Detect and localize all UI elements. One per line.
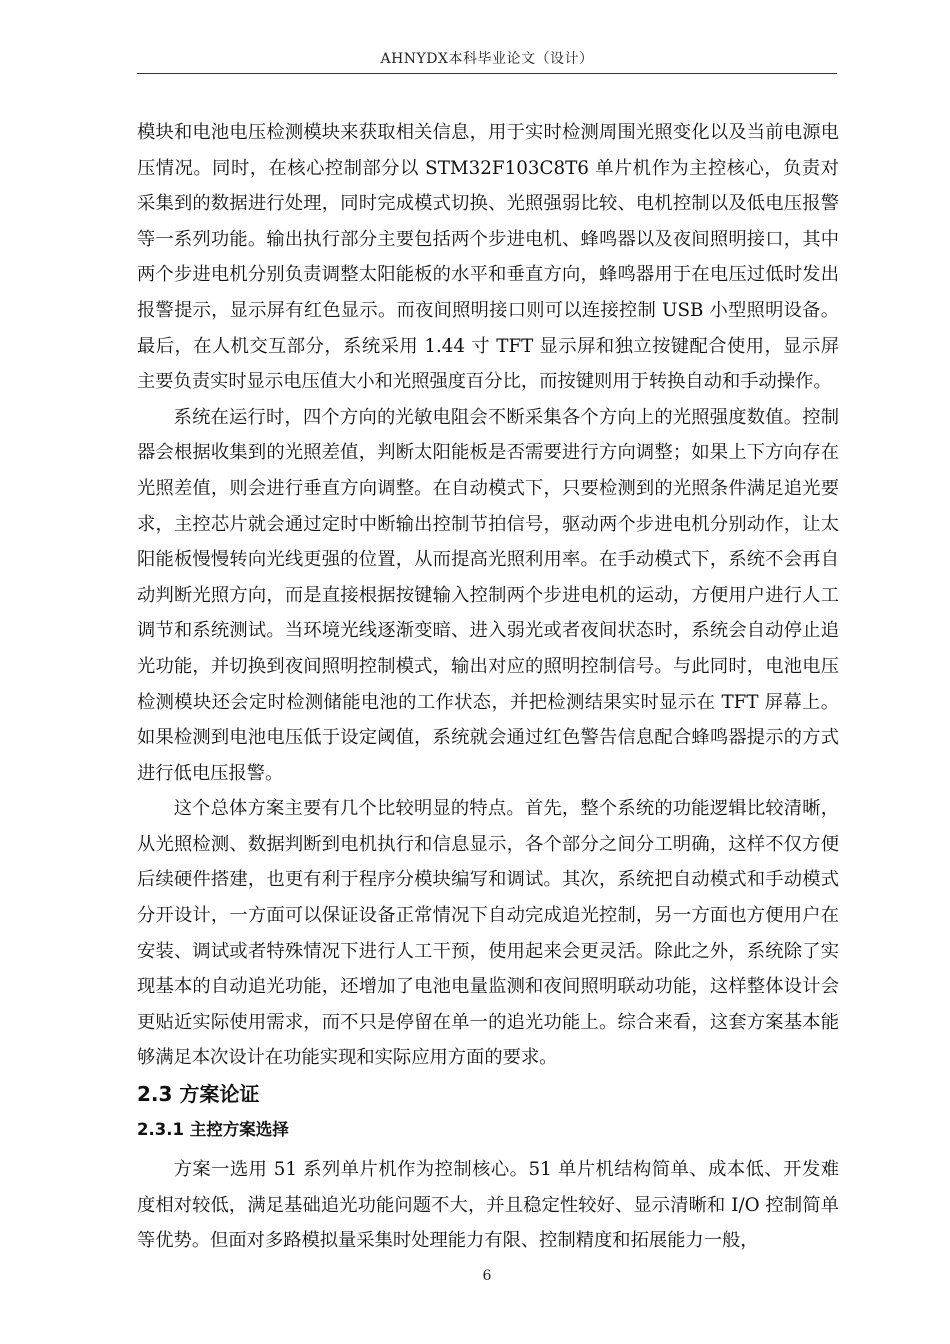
paragraph-system-operation: 系统在运行时，四个方向的光敏电阻会不断采集各个方向上的光照强度数值。控制器会根据收集到的光照差值，判断太阳能板是否需要进行方向调整；如果上下方向存在光照差值，则会进行垂直方向调整。在自动模式下，只要检测到的光照条件满足追光要求，主控芯片就会通过定时中断输出控制节拍信号，驱动两个步进电机分别动作，让太阳能板慢慢转向光线更强的位置，从而提高光照利用率。在手动模式下，系统不会再自动判断光照方向，而是直接根据按键输入控制两个步进电机的运动，方便用户进行人工调节和系统测试。当环境光线逐渐变暗、进入弱光或者夜间状态时，系统会自动停止追光功能，并切换到夜间照明控制模式，输出对应的照明控制信号。与此同时，电池电压检测模块还会定时检测储能电池的工作状态，并把检测结果实时显示在 TFT 屏幕上。如果检测到电池电压低于设定阈值，系统就会通过红色警告信息配合蜂鸣器提示的方式进行低电压报警。 bbox=[137, 406, 839, 784]
subsection-heading: 2.3.1 主控方案选择 bbox=[137, 1120, 289, 1140]
paragraph-mcu-option-one: 方案一选用 51 系列单片机作为控制核心。51 单片机结构简单、成本低、开发难度相对较低，满足基础追光功能问题不大，并且稳定性较好、显示清晰和 I/O 控制简单等优势。但面对多路模拟量采集时处理能力有限、控制精度和拓展能力一般， bbox=[137, 1159, 839, 1252]
page-number: 6 bbox=[482, 1268, 492, 1284]
header-rule bbox=[137, 73, 837, 74]
running-header: AHNYDX本科毕业论文（设计） bbox=[380, 51, 594, 67]
page-body bbox=[137, 115, 839, 1259]
paragraph-scheme-features: 这个总体方案主要有几个比较明显的特点。首先，整个系统的功能逻辑比较清晰，从光照检测、数据判断到电机执行和信息显示，各个部分之间分工明确，这样不仅方便后续硬件搭建，也更有利于程序分模块编写和调试。其次，系统把自动模式和手动模式分开设计，一方面可以保证设备正常情况下自动完成追光控制，另一方面也方便用户在安装、调试或者特殊情况下进行人工干预，使用起来会更灵活。除此之外，系统除了实现基本的自动追光功能，还增加了电池电量监测和夜间照明联动功能，这样整体设计会更贴近实际使用需求，而不只是停留在单一的追光功能上。综合来看，这套方案基本能够满足本次设计在功能实现和实际应用方面的要求。 bbox=[137, 798, 839, 1069]
paragraph-continued: 模块和电池电压检测模块来获取相关信息，用于实时检测周围光照变化以及当前电源电压情况。同时，在核心控制部分以 STM32F103C8T6 单片机作为主控核心，负责对采集到的数据进行处理，同时完成模式切换、光照强弱比较、电机控制以及低电压报警等一系列功能。输出执行部分主要包括两个步进电机、蜂鸣器以及夜间照明接口，其中两个步进电机分别负责调整太阳能板的水平和垂直方向，蜂鸣器用于在电压过低时发出报警提示，显示屏有红色显示。而夜间照明接口则可以连接控制 USB 小型照明设备。最后，在人机交互部分，系统采用 1.44 寸 TFT 显示屏和独立按键配合使用，显示屏主要负责实时显示电压值大小和光照强度百分比，而按键则用于转换自动和手动操作。 bbox=[137, 122, 839, 393]
section-heading: 2.3 方案论证 bbox=[137, 1082, 260, 1107]
